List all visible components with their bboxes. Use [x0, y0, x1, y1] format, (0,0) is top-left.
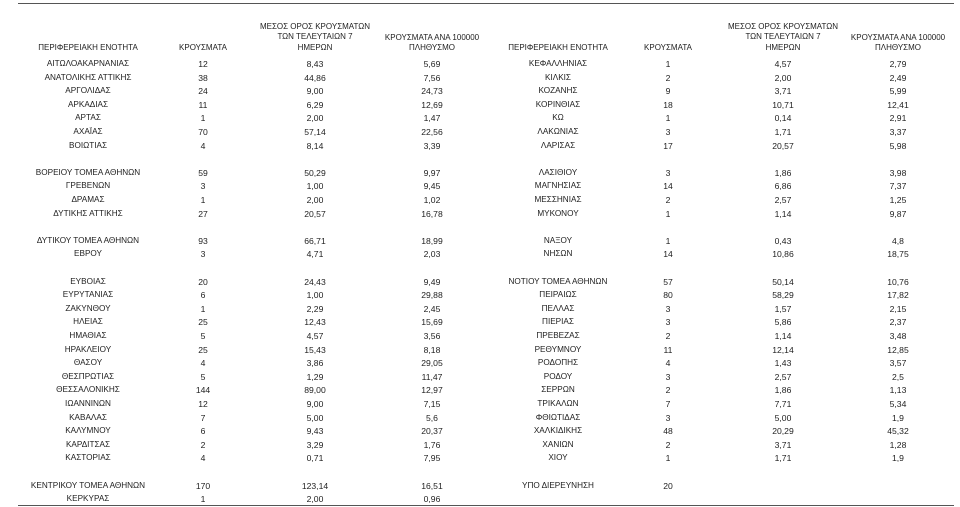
left-region-cell: ΑΝΑΤΟΛΙΚΗΣ ΑΤΤΙΚΗΣ	[44, 72, 132, 82]
right-region-cell: ΦΘΙΩΤΙΔΑΣ	[535, 412, 581, 422]
left-per100k-cell: 5,6	[426, 412, 438, 423]
table-row	[0, 451, 960, 465]
table-row	[0, 315, 960, 329]
right-avg7-cell: 50,14	[772, 276, 794, 287]
right-region-cell: ΚΙΛΚΙΣ	[544, 72, 571, 82]
right-avg7-cell: 1,86	[774, 167, 792, 178]
left-avg7-cell: 50,29	[304, 167, 326, 178]
header-region-left: ΠΕΡΙΦΕΡΕΙΑΚΗ ΕΝΟΤΗΤΑ	[38, 43, 138, 52]
right-cases-cell: 57	[663, 276, 673, 287]
left-region-cell: ΘΕΣΣΑΛΟΝΙΚΗΣ	[56, 385, 120, 395]
right-cases-cell: 2	[665, 385, 671, 396]
left-cases-cell: 24	[198, 86, 208, 97]
left-region-cell: ΒΟΡΕΙΟΥ ΤΟΜΕΑ ΑΘΗΝΩΝ	[35, 167, 141, 177]
right-cases-cell: 2	[665, 439, 671, 450]
left-per100k-cell: 16,78	[421, 208, 443, 219]
right-region-cell: ΠΙΕΡΙΑΣ	[542, 317, 574, 327]
left-avg7-cell: 4,71	[306, 249, 324, 260]
right-per100k-cell: 12,41	[887, 99, 909, 110]
left-cases-cell: 3	[200, 249, 206, 260]
left-avg7-cell: 1,00	[306, 290, 324, 301]
left-per100k-cell: 12,97	[421, 385, 443, 396]
left-cases-cell: 12	[198, 59, 208, 69]
right-cases-cell: 2	[665, 72, 671, 83]
left-per100k-cell: 22,56	[421, 127, 443, 137]
right-per100k-cell: 10,76	[887, 276, 909, 287]
right-cases-cell: 1	[665, 453, 671, 464]
left-region-cell: ΔΥΤΙΚΗΣ ΑΤΤΙΚΗΣ	[53, 208, 123, 218]
right-region-cell: ΚΟΡΙΝΘΙΑΣ	[535, 99, 581, 109]
right-region-cell: ΜΥΚΟΝΟΥ	[537, 208, 579, 218]
left-per100k-cell: 9,97	[423, 167, 441, 178]
left-region-cell: ΚΕΝΤΡΙΚΟΥ ΤΟΜΕΑ ΑΘΗΝΩΝ	[30, 480, 146, 490]
left-region-cell: ΚΕΡΚΥΡΑΣ	[66, 494, 110, 504]
left-cases-cell: 5	[200, 371, 206, 382]
right-avg7-cell: 10,86	[772, 249, 794, 260]
left-cases-cell: 2	[200, 439, 206, 450]
right-region-cell: ΡΟΔΟΠΗΣ	[537, 358, 579, 368]
table-row	[0, 166, 960, 180]
left-per100k-cell: 12,69	[421, 99, 443, 110]
right-per100k-cell: 2,15	[889, 303, 907, 314]
right-per100k-cell: 5,34	[889, 399, 907, 409]
right-per100k-cell: 1,9	[892, 453, 904, 464]
left-avg7-cell: 66,71	[304, 235, 326, 246]
left-per100k-cell: 15,69	[421, 317, 443, 328]
right-region-cell: ΤΡΙΚΑΛΩΝ	[537, 399, 579, 408]
table-row	[0, 438, 960, 452]
right-region-cell: ΝΑΞΟΥ	[543, 235, 573, 245]
left-cases-cell: 93	[198, 235, 208, 246]
left-per100k-cell: 1,02	[423, 195, 441, 205]
right-cases-cell: 2	[665, 331, 671, 341]
left-per100k-cell: 7,15	[423, 399, 441, 409]
left-cases-cell: 20	[198, 276, 208, 287]
left-region-cell: ΗΜΑΘΙΑΣ	[69, 331, 107, 340]
left-region-cell: ΘΕΣΠΡΩΤΙΑΣ	[61, 371, 115, 381]
left-region-cell: ΑΡΚΑΔΙΑΣ	[67, 99, 109, 109]
right-per100k-cell: 9,87	[889, 208, 907, 219]
left-avg7-cell: 2,00	[306, 494, 324, 505]
left-avg7-cell: 8,43	[306, 59, 324, 69]
left-avg7-cell: 15,43	[304, 344, 326, 355]
right-avg7-cell: 1,71	[774, 453, 792, 464]
right-per100k-cell: 1,25	[889, 195, 907, 205]
left-region-cell: ΑΧΑΪΑΣ	[73, 127, 103, 136]
left-avg7-cell: 2,00	[306, 195, 324, 205]
left-region-cell: ΘΑΣΟΥ	[73, 358, 103, 368]
right-avg7-cell: 2,00	[774, 72, 792, 83]
header-per100k-left-line2: ΠΛΗΘΥΣΜΟ	[408, 43, 456, 52]
right-avg7-cell: 58,29	[772, 290, 794, 301]
right-avg7-cell: 20,29	[772, 426, 794, 437]
right-avg7-cell: 10,71	[772, 99, 794, 110]
table-row	[0, 302, 960, 316]
left-cases-cell: 5	[200, 331, 206, 341]
right-region-cell: ΚΕΦΑΛΛΗΝΙΑΣ	[528, 59, 588, 68]
left-per100k-cell: 2,03	[423, 249, 441, 260]
left-region-cell: ΑΡΓΟΛΙΔΑΣ	[65, 86, 111, 96]
right-per100k-cell: 2,37	[889, 317, 907, 328]
left-region-cell: ΚΑΛΥΜΝΟΥ	[65, 426, 111, 436]
left-cases-cell: 4	[200, 140, 206, 151]
right-region-cell: ΚΩ	[552, 113, 564, 123]
right-cases-cell: 11	[663, 344, 673, 355]
left-region-cell: ΕΥΒΟΙΑΣ	[70, 276, 106, 286]
table-row	[0, 275, 960, 289]
right-region-cell: ΛΑΣΙΘΙΟΥ	[538, 167, 578, 177]
right-per100k-cell: 12,85	[887, 344, 909, 355]
table-row	[0, 343, 960, 357]
left-region-cell: ΚΑΣΤΟΡΙΑΣ	[65, 453, 111, 463]
header-avg7-right-line3: ΗΜΕΡΩΝ	[765, 43, 801, 52]
left-per100k-cell: 5,69	[423, 59, 441, 69]
right-region-cell: ΛΑΡΙΣΑΣ	[540, 140, 576, 150]
left-cases-cell: 6	[200, 426, 206, 437]
left-region-cell: ΚΑΒΑΛΑΣ	[69, 412, 107, 422]
left-avg7-cell: 89,00	[304, 385, 326, 396]
left-region-cell: ΗΡΑΚΛΕΙΟΥ	[64, 344, 112, 354]
table-row	[0, 397, 960, 411]
right-per100k-cell: 3,48	[889, 331, 907, 341]
right-region-cell: ΠΕΛΛΑΣ	[541, 303, 575, 313]
left-avg7-cell: 8,14	[306, 140, 324, 151]
left-cases-cell: 25	[198, 344, 208, 355]
right-avg7-cell: 1,14	[774, 331, 792, 341]
table-row	[0, 261, 960, 275]
right-per100k-cell: 2,5	[892, 371, 904, 382]
left-per100k-cell: 3,56	[423, 331, 441, 341]
right-cases-cell: 7	[665, 399, 671, 409]
left-per100k-cell: 9,49	[423, 276, 441, 287]
right-per100k-cell: 5,99	[889, 86, 907, 97]
bottom-border	[18, 505, 954, 506]
table-row	[0, 179, 960, 193]
table-row	[0, 329, 960, 343]
right-per100k-cell: 7,37	[889, 181, 907, 192]
left-region-cell: ΕΒΡΟΥ	[74, 249, 102, 259]
left-avg7-cell: 9,43	[306, 426, 324, 437]
right-cases-cell: 3	[665, 303, 671, 314]
right-per100k-cell: 3,37	[889, 127, 907, 137]
left-avg7-cell: 3,29	[306, 439, 324, 450]
left-per100k-cell: 24,73	[421, 86, 443, 97]
left-per100k-cell: 29,05	[421, 358, 443, 369]
right-region-cell: ΧΑΝΙΩΝ	[542, 439, 574, 449]
right-cases-cell: 1	[665, 208, 671, 219]
left-per100k-cell: 11,47	[421, 371, 443, 382]
header-avg7-left-line3: ΗΜΕΡΩΝ	[297, 43, 333, 52]
right-per100k-cell: 18,75	[887, 249, 909, 260]
left-region-cell: ΑΙΤΩΛΟΑΚΑΡΝΑΝΙΑΣ	[46, 59, 130, 68]
left-per100k-cell: 18,99	[421, 235, 443, 246]
right-avg7-cell: 1,71	[774, 127, 792, 137]
left-per100k-cell: 7,56	[423, 72, 441, 83]
right-avg7-cell: 3,71	[774, 439, 792, 450]
right-cases-cell: 9	[665, 86, 671, 97]
table-row	[0, 111, 960, 125]
right-cases-cell: 18	[663, 99, 673, 110]
table-row	[0, 424, 960, 438]
right-avg7-cell: 1,57	[774, 303, 792, 314]
right-cases-cell: 80	[663, 290, 673, 301]
left-cases-cell: 144	[195, 385, 211, 396]
header-avg7-right-line2: ΤΩΝ ΤΕΛΕΥΤΑΙΩΝ 7	[745, 32, 821, 41]
right-per100k-cell: 4,8	[892, 235, 904, 246]
right-region-cell: ΠΡΕΒΕΖΑΣ	[536, 331, 580, 340]
right-avg7-cell: 1,43	[774, 358, 792, 369]
right-avg7-cell: 4,57	[774, 59, 792, 69]
table-row	[0, 411, 960, 425]
header-avg7-left-line1: ΜΕΣΟΣ ΟΡΟΣ ΚΡΟΥΣΜΑΤΩΝ	[259, 22, 371, 31]
right-cases-cell: 3	[665, 371, 671, 382]
right-region-cell: ΠΕΙΡΑΙΩΣ	[539, 290, 577, 300]
left-cases-cell: 6	[200, 290, 206, 301]
left-avg7-cell: 57,14	[304, 127, 326, 137]
right-cases-cell: 3	[665, 127, 671, 137]
left-cases-cell: 38	[198, 72, 208, 83]
right-region-cell: ΜΕΣΣΗΝΙΑΣ	[534, 195, 582, 204]
right-region-cell: ΜΑΓΝΗΣΙΑΣ	[534, 181, 582, 191]
table-row	[0, 370, 960, 384]
header-per100k-right-line1: ΚΡΟΥΣΜΑΤΑ ΑΝΑ 100000	[850, 33, 946, 42]
header-avg7-right-line1: ΜΕΣΟΣ ΟΡΟΣ ΚΡΟΥΣΜΑΤΩΝ	[727, 22, 839, 31]
table-row	[0, 207, 960, 221]
left-avg7-cell: 6,29	[306, 99, 324, 110]
right-avg7-cell: 6,86	[774, 181, 792, 192]
right-region-cell: ΝΟΤΙΟΥ ΤΟΜΕΑ ΑΘΗΝΩΝ	[508, 276, 608, 286]
right-per100k-cell: 1,9	[892, 412, 904, 423]
top-border	[18, 3, 954, 4]
right-cases-cell: 1	[665, 59, 671, 69]
left-region-cell: ΑΡΤΑΣ	[75, 113, 101, 123]
left-cases-cell: 4	[200, 358, 206, 369]
right-region-cell: ΡΕΘΥΜΝΟΥ	[534, 344, 582, 354]
left-region-cell: ΚΑΡΔΙΤΣΑΣ	[65, 439, 111, 449]
left-per100k-cell: 9,45	[423, 181, 441, 192]
right-cases-cell: 14	[663, 249, 673, 260]
left-cases-cell: 3	[200, 181, 206, 192]
left-per100k-cell: 0,96	[423, 494, 441, 505]
right-per100k-cell: 2,49	[889, 72, 907, 83]
left-avg7-cell: 44,86	[304, 72, 326, 83]
header-per100k-left-line1: ΚΡΟΥΣΜΑΤΑ ΑΝΑ 100000	[384, 33, 480, 42]
left-avg7-cell: 24,43	[304, 276, 326, 287]
right-avg7-cell: 0,14	[774, 113, 792, 124]
right-region-cell: ΣΕΡΡΩΝ	[541, 385, 575, 395]
left-cases-cell: 1	[200, 195, 206, 205]
right-per100k-cell: 17,82	[887, 290, 909, 301]
table-row	[0, 139, 960, 153]
right-cases-cell: 17	[663, 140, 673, 151]
left-cases-cell: 1	[200, 303, 206, 314]
header-cases-left: ΚΡΟΥΣΜΑΤΑ	[179, 43, 227, 52]
right-per100k-cell: 3,98	[889, 167, 907, 178]
right-region-cell: ΡΟΔΟΥ	[543, 371, 573, 381]
right-region-cell: ΝΗΣΩΝ	[543, 249, 573, 259]
left-cases-cell: 59	[198, 167, 208, 178]
left-region-cell: ΔΡΑΜΑΣ	[71, 195, 105, 204]
header-per100k-right-line2: ΠΛΗΘΥΣΜΟ	[874, 43, 922, 52]
header-cases-right: ΚΡΟΥΣΜΑΤΑ	[644, 43, 692, 52]
header-region-right: ΠΕΡΙΦΕΡΕΙΑΚΗ ΕΝΟΤΗΤΑ	[508, 43, 608, 52]
left-avg7-cell: 1,29	[306, 371, 324, 382]
left-cases-cell: 170	[195, 480, 211, 491]
right-region-cell: ΧΑΛΚΙΔΙΚΗΣ	[533, 426, 583, 436]
table-row	[0, 98, 960, 112]
right-per100k-cell: 1,13	[889, 385, 907, 396]
right-per100k-cell: 2,91	[889, 113, 907, 124]
left-region-cell: ΙΩΑΝΝΙΝΩΝ	[65, 399, 111, 408]
left-avg7-cell: 2,00	[306, 113, 324, 124]
left-avg7-cell: 123,14	[301, 480, 329, 491]
right-region-cell: ΚΟΖΑΝΗΣ	[538, 86, 578, 96]
right-avg7-cell: 12,14	[772, 344, 794, 355]
right-cases-cell: 3	[665, 412, 671, 423]
right-per100k-cell: 3,57	[889, 358, 907, 369]
right-per100k-cell: 5,98	[889, 140, 907, 151]
right-per100k-cell: 2,79	[889, 59, 907, 69]
left-per100k-cell: 20,37	[421, 426, 443, 437]
right-cases-cell: 48	[663, 426, 673, 437]
left-per100k-cell: 2,45	[423, 303, 441, 314]
right-per100k-cell: 1,28	[889, 439, 907, 450]
right-cases-cell: 1	[665, 113, 671, 124]
left-cases-cell: 1	[200, 494, 206, 505]
left-region-cell: ΗΛΕΙΑΣ	[73, 317, 103, 327]
left-cases-cell: 25	[198, 317, 208, 328]
left-per100k-cell: 1,76	[423, 439, 441, 450]
left-cases-cell: 27	[198, 208, 208, 219]
left-avg7-cell: 1,00	[306, 181, 324, 192]
table-row	[0, 356, 960, 370]
table-row	[0, 479, 960, 493]
left-region-cell: ΖΑΚΥΝΘΟΥ	[65, 303, 111, 313]
table-row	[0, 220, 960, 234]
left-cases-cell: 7	[200, 412, 206, 423]
right-avg7-cell: 1,14	[774, 208, 792, 219]
right-avg7-cell: 5,86	[774, 317, 792, 328]
left-avg7-cell: 12,43	[304, 317, 326, 328]
left-avg7-cell: 5,00	[306, 412, 324, 423]
table-row	[0, 247, 960, 261]
left-cases-cell: 12	[198, 399, 208, 409]
right-region-cell: ΥΠΟ ΔΙΕΡΕΥΝΗΣΗ	[522, 480, 594, 490]
right-per100k-cell: 45,32	[887, 426, 909, 437]
right-cases-cell: 2	[665, 195, 671, 205]
left-per100k-cell: 3,39	[423, 140, 441, 151]
table-row	[0, 234, 960, 248]
right-avg7-cell: 5,00	[774, 412, 792, 423]
left-per100k-cell: 7,95	[423, 453, 441, 464]
right-cases-cell: 3	[665, 317, 671, 328]
right-region-cell: ΛΑΚΩΝΙΑΣ	[537, 127, 579, 136]
right-cases-cell: 14	[663, 181, 673, 192]
table-row	[0, 125, 960, 139]
left-per100k-cell: 29,88	[421, 290, 443, 301]
right-avg7-cell: 0,43	[774, 235, 792, 246]
left-region-cell: ΒΟΙΩΤΙΑΣ	[68, 140, 108, 150]
right-avg7-cell: 3,71	[774, 86, 792, 97]
left-cases-cell: 70	[198, 127, 208, 137]
header-avg7-left-line2: ΤΩΝ ΤΕΛΕΥΤΑΙΩΝ 7	[277, 32, 353, 41]
left-avg7-cell: 20,57	[304, 208, 326, 219]
table-row	[0, 288, 960, 302]
table-row	[0, 71, 960, 85]
right-avg7-cell: 20,57	[772, 140, 794, 151]
left-region-cell: ΕΥΡΥΤΑΝΙΑΣ	[62, 290, 114, 300]
left-per100k-cell: 16,51	[421, 480, 443, 491]
left-avg7-cell: 9,00	[306, 86, 324, 97]
table-row	[0, 57, 960, 71]
left-avg7-cell: 9,00	[306, 399, 324, 409]
table-row	[0, 193, 960, 207]
left-cases-cell: 11	[198, 99, 208, 110]
left-cases-cell: 1	[200, 113, 206, 124]
right-avg7-cell: 7,71	[774, 399, 792, 409]
left-per100k-cell: 1,47	[423, 113, 441, 124]
left-avg7-cell: 4,57	[306, 331, 324, 341]
left-region-cell: ΔΥΤΙΚΟΥ ΤΟΜΕΑ ΑΘΗΝΩΝ	[36, 235, 140, 245]
right-avg7-cell: 1,86	[774, 385, 792, 396]
right-avg7-cell: 2,57	[774, 371, 792, 382]
right-cases-cell: 20	[663, 480, 673, 491]
right-region-cell: ΧΙΟΥ	[548, 453, 568, 463]
table-row	[0, 152, 960, 166]
right-cases-cell: 3	[665, 167, 671, 178]
left-cases-cell: 4	[200, 453, 206, 464]
left-avg7-cell: 3,86	[306, 358, 324, 369]
table-row	[0, 465, 960, 479]
right-cases-cell: 1	[665, 235, 671, 246]
left-avg7-cell: 2,29	[306, 303, 324, 314]
table-row	[0, 84, 960, 98]
left-per100k-cell: 8,18	[423, 344, 441, 355]
left-region-cell: ΓΡΕΒΕΝΩΝ	[65, 181, 111, 191]
right-cases-cell: 4	[665, 358, 671, 369]
right-avg7-cell: 2,57	[774, 195, 792, 205]
left-avg7-cell: 0,71	[306, 453, 324, 464]
table-row	[0, 383, 960, 397]
